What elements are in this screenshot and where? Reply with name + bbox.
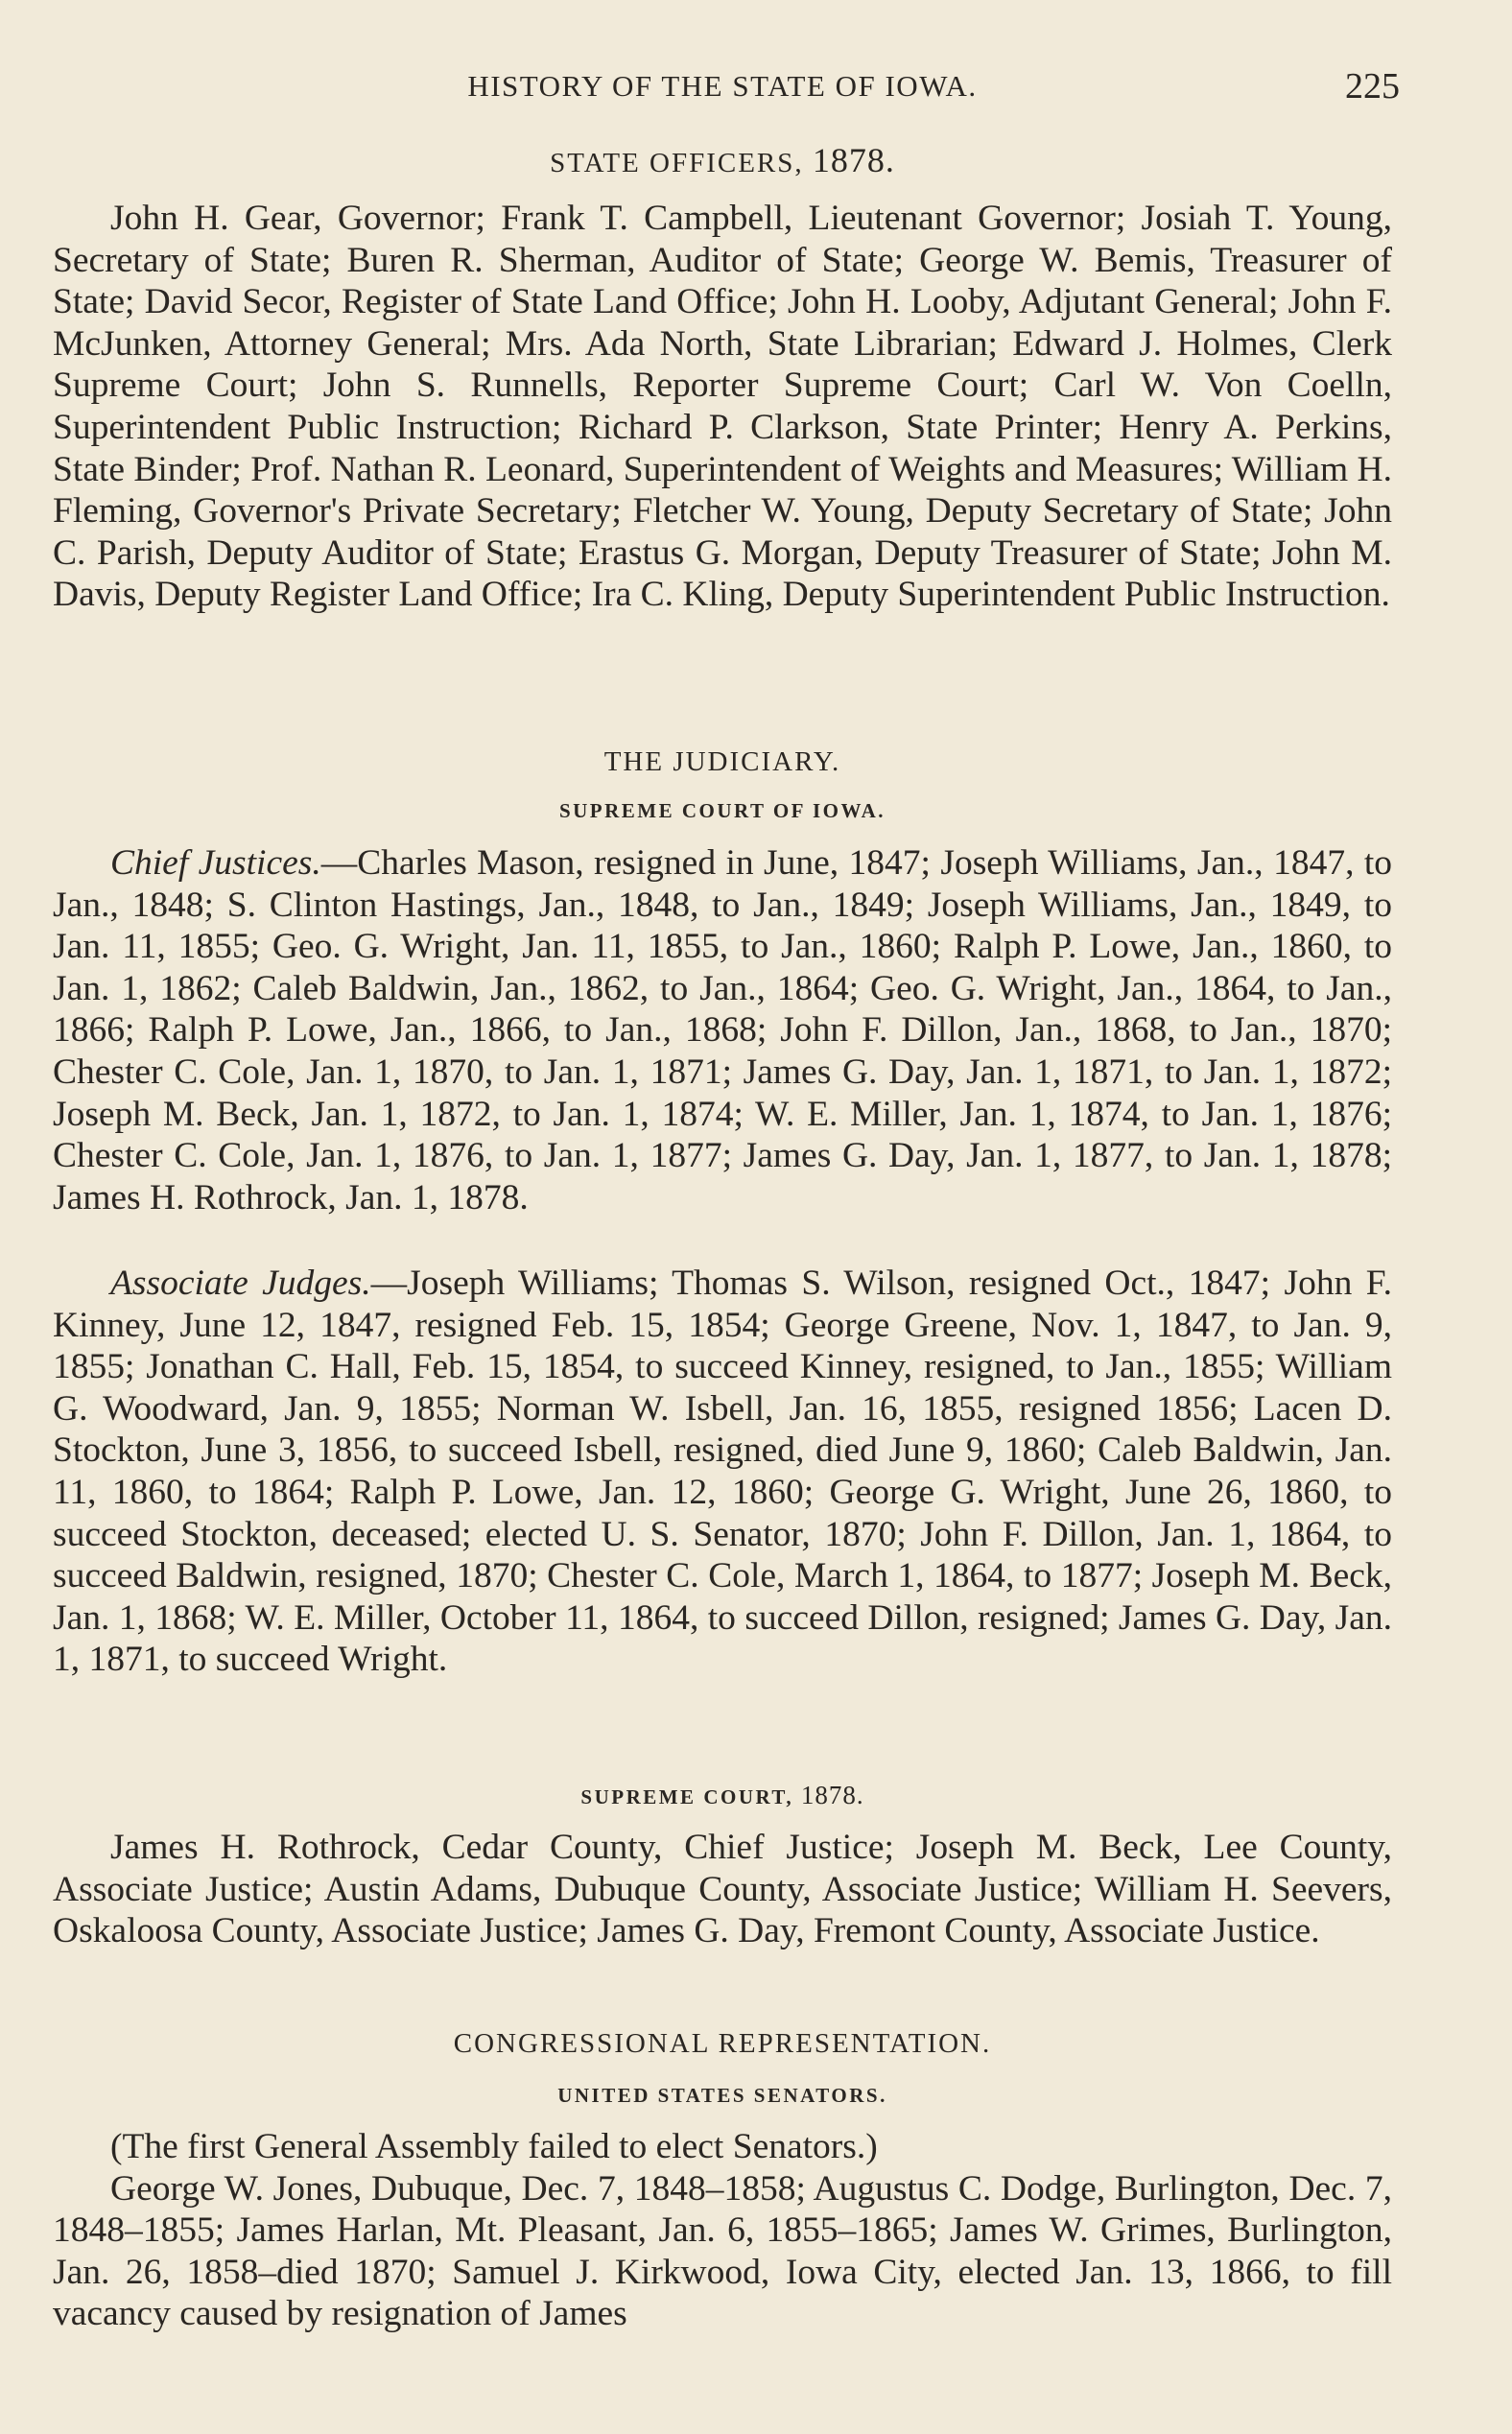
book-page [53, 0, 1400, 2434]
chief-justices-paragraph [53, 842, 1392, 1218]
supreme-court-1878-paragraph: James H. Rothrock, Cedar County, Chief Justice; Joseph M. Beck, Lee County, Associate Justice; Austin Adams, Dubuque County, Associate Justice; William H. Seevers, Oskaloosa County, Associate Justice; James G. Day, Fremont County, Associate Justice. [53, 1828, 1392, 1951]
judiciary-heading: THE JUDICIARY. [603, 746, 841, 777]
senators-section [53, 2126, 1392, 2335]
senators-paragraph: George W. Jones, Dubuque, Dec. 7, 1848–1858; Augustus C. Dodge, Burlington, Dec. 7, 1848–1855; James Harlan, Mt. Pleasant, Jan. 6, 1855–1865; James W. Grimes, Burlington, Jan. 26, 1858–died 1870; Samuel J. Kirkwood, Iowa City, elected Jan. 13, 1866, to fill vacancy caused by resignation of James [53, 2168, 1392, 2334]
associate-judges-section [53, 1263, 1392, 1681]
supreme-court-subheading: SUPREME COURT OF IOWA. [558, 799, 886, 822]
state-officers-heading-block [53, 140, 1392, 180]
senators-note: (The first General Assembly failed to elect Senators.) [110, 2127, 878, 2166]
chief-justices-lead: Chief Justices. [110, 843, 321, 883]
state-officers-paragraph: John H. Gear, Governor; Frank T. Campbell, Lieutenant Governor; Josiah T. Young, Secretary of State; Buren R. Sherman, Auditor of State; George W. Bemis, Treasurer of State; David Secor, Register of State Land Office; John H. Looby, Adjutant General; John F. McJunken, Attorney General; Mrs. Ada North, State Librarian; Edward J. Holmes, Clerk Supreme Court; John S. Runnells, Reporter Supreme Court; Carl W. Von Coelln, Superintendent Public Instruction; Richard P. Clarkson, State Printer; Henry A. Perkins, State Binder; Prof. Nathan R. Leonard, Superintendent of Weights and Measures; William H. Fleming, Governor's Private Secretary; Fletcher W. Young, Deputy Secretary of State; John C. Parish, Deputy Auditor of State; Erastus G. Morgan, Deputy Treasurer of State; John M. Davis, Deputy Register Land Office; Ira C. Kling, Deputy Superintendent Public Instruction. [53, 199, 1392, 615]
state-officers-section [53, 198, 1392, 616]
senators-subheading: UNITED STATES SENATORS. [557, 2084, 887, 2107]
congressional-heading-block [53, 2028, 1392, 2060]
supreme-court-1878-section [53, 1827, 1392, 1952]
congressional-heading: CONGRESSIONAL REPRESENTATION. [453, 2028, 992, 2059]
associate-judges-text: —Joseph Williams; Thomas S. Wilson, resigned Oct., 1847; John F. Kinney, June 12, 1847, resigned Feb. 15, 1854; George Greene, Nov. 1, 1847, to Jan. 9, 1855; Jonathan C. Hall, Feb. 15, 1854, to succeed Kinney, resigned, to Jan., 1855; William G. Woodward, Jan. 9, 1855; Norman W. Isbell, Jan. 16, 1855, resigned 1856; Lacen D. Stockton, June 3, 1856, to succeed Isbell, resigned, died June 9, 1860; Caleb Baldwin, Jan. 11, 1860, to 1864; Ralph P. Lowe, Jan. 12, 1860; George G. Wright, June 26, 1860, to succeed Stockton, deceased; elected U. S. Senator, 1870; John F. Dillon, Jan. 1, 1864, to succeed Baldwin, resigned, 1870; Chester C. Cole, March 1, 1864, to 1877; Joseph M. Beck, Jan. 1, 1868; W. E. Miller, October 11, 1864, to succeed Dillon, resigned; James G. Day, Jan. 1, 1871, to succeed Wright. [53, 1264, 1393, 1680]
associate-judges-paragraph [53, 1263, 1392, 1681]
page-number: 225 [1345, 66, 1400, 106]
running-title: HISTORY OF THE STATE OF IOWA. [467, 69, 978, 103]
state-officers-heading: STATE OFFICERS, 1878. [550, 141, 895, 179]
senators-heading-block [53, 2084, 1392, 2108]
chief-justices-section [53, 842, 1392, 1218]
supreme-court-heading-block [53, 799, 1392, 823]
chief-justices-text: —Charles Mason, resigned in June, 1847; Joseph Williams, Jan., 1847, to Jan., 1848; S. Clinton Hastings, Jan., 1848, to Jan., 1849; Joseph Williams, Jan., 1849, to Jan. 11, 1855; Geo. G. Wright, Jan. 11, 1855, to Jan., 1860; Ralph P. Lowe, Jan., 1860, to Jan. 1, 1862; Caleb Baldwin, Jan., 1862, to Jan., 1864; Geo. G. Wright, Jan., 1864, to Jan., 1866; Ralph P. Lowe, Jan., 1866, to Jan., 1868; John F. Dillon, Jan., 1868, to Jan., 1870; Chester C. Cole, Jan. 1, 1870, to Jan. 1, 1871; James G. Day, Jan. 1, 1871, to Jan. 1, 1872; Joseph M. Beck, Jan. 1, 1872, to Jan. 1, 1874; W. E. Miller, Jan. 1, 1874, to Jan. 1, 1876; Chester C. Cole, Jan. 1, 1876, to Jan. 1, 1877; James G. Day, Jan. 1, 1877, to Jan. 1, 1878; James H. Rothrock, Jan. 1, 1878. [53, 843, 1393, 1217]
judiciary-heading-block [53, 746, 1392, 778]
associate-judges-lead: Associate Judges. [110, 1264, 371, 1303]
running-head [53, 65, 1400, 113]
supreme-court-1878-heading-block [53, 1781, 1392, 1810]
supreme-court-1878-heading: SUPREME COURT, 1878. [580, 1781, 864, 1809]
